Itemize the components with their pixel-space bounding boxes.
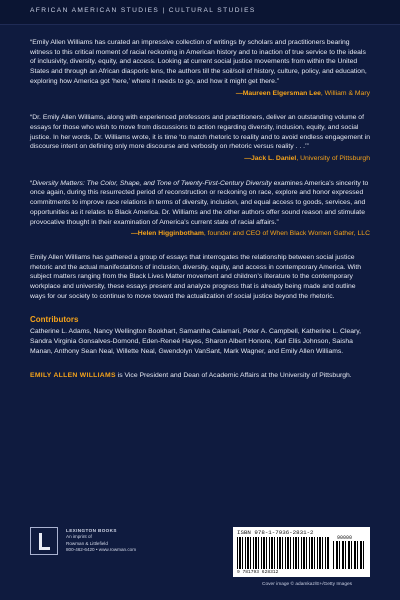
endorser-name: —Maureen Elgersman Lee [235, 89, 321, 97]
endorsement-attribution-1 [30, 89, 370, 99]
publisher-line-1: An imprint of [66, 534, 92, 540]
publisher-info [66, 528, 176, 554]
author-bio-text: is Vice President and Dean of Academic Affairs at the University of Pittsburgh. [115, 371, 352, 379]
barcode-number: 9 781793 628312 [237, 570, 279, 575]
publisher-contact: 800-462-6420 • www.rowman.com [66, 547, 137, 553]
endorsement-quote-1: “Emily Allen Williams has curated an impressive collection of writings by scholars and practitioners bearing witness to this critical moment of racial reckoning in American history and to inaction of true service to the ideals of inclusivity, diversity, equity, and access. Looking at current social justice movements from within the United States and through an African diasporic lens, the authors till the soil/soil of history, culture, policy, and education, exploring how America got ‘here,’ where it needs to go, and how it might get there.” [30, 39, 367, 85]
endorser-affiliation: , William & Mary [320, 89, 370, 97]
book-description: Emily Allen Williams has gathered a group of essays that interrogates the relationship between social justice rhetoric and the actual manifestations of inclusion, diversity, equity, and access in contemporary America. With subject matters ranging from the Black Lives Matter movement and children’s literature to the contemporary workplace and university, these essays present and analyze progress that is already being made and outline ways for our society to continue to move toward the actualization of social justice beyond the rhetoric. [30, 253, 362, 300]
addon-barcode-icon [333, 541, 366, 569]
publisher-line-2: Rowman & Littlefield [66, 540, 108, 546]
endorsement-attribution-3 [30, 229, 370, 239]
top-banner [0, 0, 400, 25]
cover-image-credit: Cover image © adamkaz/E+/Getty Images [262, 582, 353, 587]
isbn-text: ISBN 978-1-7936-2831-2 [237, 529, 314, 536]
endorsement-quote-3 [30, 179, 370, 228]
author-name: EMILY ALLEN WILLIAMS [30, 371, 116, 379]
endorser-affiliation: , founder and CEO of When Black Women Gather, LLC [203, 230, 370, 238]
endorsement-attribution-2 [30, 154, 370, 164]
author-bio [30, 371, 370, 381]
endorser-affiliation: , University of Pittsburgh [296, 155, 370, 163]
contributors-list: Catherine L. Adams, Nancy Wellington Bookhart, Samantha Calamari, Peter A. Campbell, Katherine L. Cleary, Sandra Virginia Gonsalves-Domond, Eden-Reneé Hayes, Sharon Albert Honore, Karl Ellis Johnson, Saisha Manan, Anthony Sean Neal, Willette Neal, Gwendolyn VanSant, Mark Wagner, and Emily Allen Williams. [30, 328, 362, 355]
contributors-heading: Contributors [30, 315, 79, 325]
publisher-logo-icon [30, 527, 58, 555]
back-cover-content [30, 38, 370, 380]
barcode-icon [237, 537, 329, 569]
publisher-name: LEXINGTON BOOKS [66, 528, 117, 533]
isbn-barcode [233, 527, 370, 577]
endorsement-quote-3-text: examines America’s sincerity to once again, during this resurrected period of reconstruction or reckoning on race, explore and honor expressed commitments to improve race relations in terms of diversity, inclusion, and equal access to goods, services, and opportunities as it relates to Black America. Dr. Williams and the other authors offer sound reason and stimulate provocative thought in their examination of America’s current state of racial affairs.” [30, 179, 369, 226]
endorser-name: —Jack L. Daniel [244, 155, 297, 163]
endorser-name: —Helen Higginbotham [131, 230, 204, 238]
price-addon-number: 90000 [337, 535, 353, 541]
subject-category: AFRICAN AMERICAN STUDIES | CULTURAL STUDIES [30, 7, 256, 14]
open-quote-mark: “ [30, 179, 33, 187]
book-title-italic: Diversity Matters: The Color, Shape, and Tone of Twenty-First-Century Diversity [32, 179, 272, 187]
endorsement-quote-2: “Dr. Emily Allen Williams, along with experienced professors and practitioners, deliver an outstanding volume of essays for those who wish to move from discussions to action regarding diversity, inclusion, equity, and social justice. In her words, Dr. Williams wrote, it is time ‘to match rhetoric to reality and to avoid endless engagement in discourse intent on defining only more discourse and verbosity on rhetoric versus reality . . .’” [30, 114, 370, 151]
